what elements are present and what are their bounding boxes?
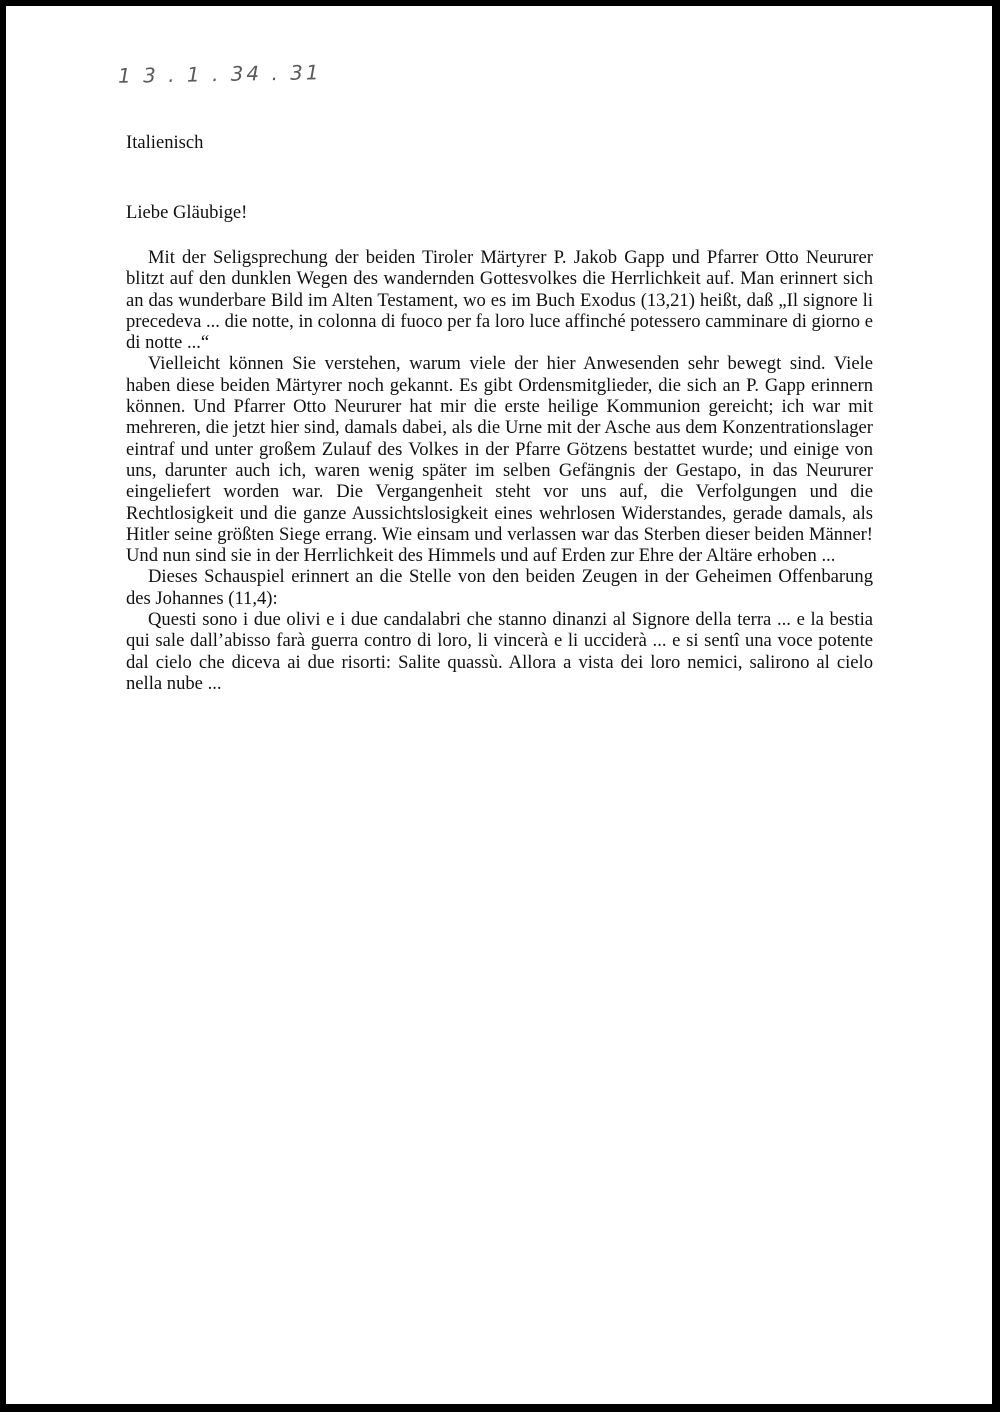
- handwritten-archive-number: 1 3 . 1 . 34 . 31: [117, 60, 322, 88]
- salutation: Liebe Gläubige!: [126, 202, 248, 223]
- paragraph-beatification: Mit der Seligsprechung der beiden Tiroler Märtyrer P. Jakob Gapp und Pfarrer Otto Neururer blitzt auf den dunklen Wegen des wandernden Gottesvolkes die Herrlichkeit auf. Man erinnert sich an das wunderbare Bild im Alten Testament, wo es im Buch Exodus (13,21) heißt, daß „Il signore li precedeva ... die notte, in colonna di fuoco per fa loro luce affinché potessero camminare di giorno e di notte ...“: [126, 247, 873, 354]
- document-page: [6, 6, 992, 1404]
- language-label: Italienisch: [126, 132, 204, 153]
- paragraph-revelation-intro: Dieses Schauspiel erinnert an die Stelle von den beiden Zeugen in der Geheimen Offenbarung des Johannes (11,4):: [126, 566, 873, 609]
- paragraph-memories: Vielleicht können Sie verstehen, warum viele der hier Anwesenden sehr bewegt sind. Viele haben diese beiden Märtyrer noch gekannt. Es gibt Ordensmitglieder, die sich an P. Gapp erinnern können. Und Pfarrer Otto Neururer hat mir die erste heilige Kommunion gereicht; ich war mit mehreren, die jetzt hier sind, damals dabei, als die Urne mit der Asche aus dem Konzentrationslager eintraf und unter großem Zulauf des Volkes in der Pfarre Götzens bestattet wurde; und einige von uns, darunter auch ich, waren wenig später im selben Gefängnis der Gestapo, in das Neururer eingeliefert worden war. Die Vergangenheit steht vor uns auf, die Verfolgungen und die Rechtlosigkeit und die ganze Aussichtslosigkeit eines wehrlosen Widerstandes, gerade damals, als Hitler seine größten Siege errang. Wie einsam und verlassen war das Sterben dieser beiden Männer! Und nun sind sie in der Herrlichkeit des Himmels und auf Erden zur Ehre der Altäre erhoben ...: [126, 353, 873, 567]
- paragraph-italian-quote: Questi sono i due olivi e i due candalabri che stanno dinanzi al Signore della terra ... e la bestia qui sale dall’abisso farà guerra contro di loro, li vincerà e li ucciderà ... e si sentî una voce potente dal cielo che diceva ai due risorti: Salite quassù. Allora a vista dei loro nemici, salirono al cielo nella nube ...: [126, 609, 873, 694]
- letter-body: [126, 247, 873, 694]
